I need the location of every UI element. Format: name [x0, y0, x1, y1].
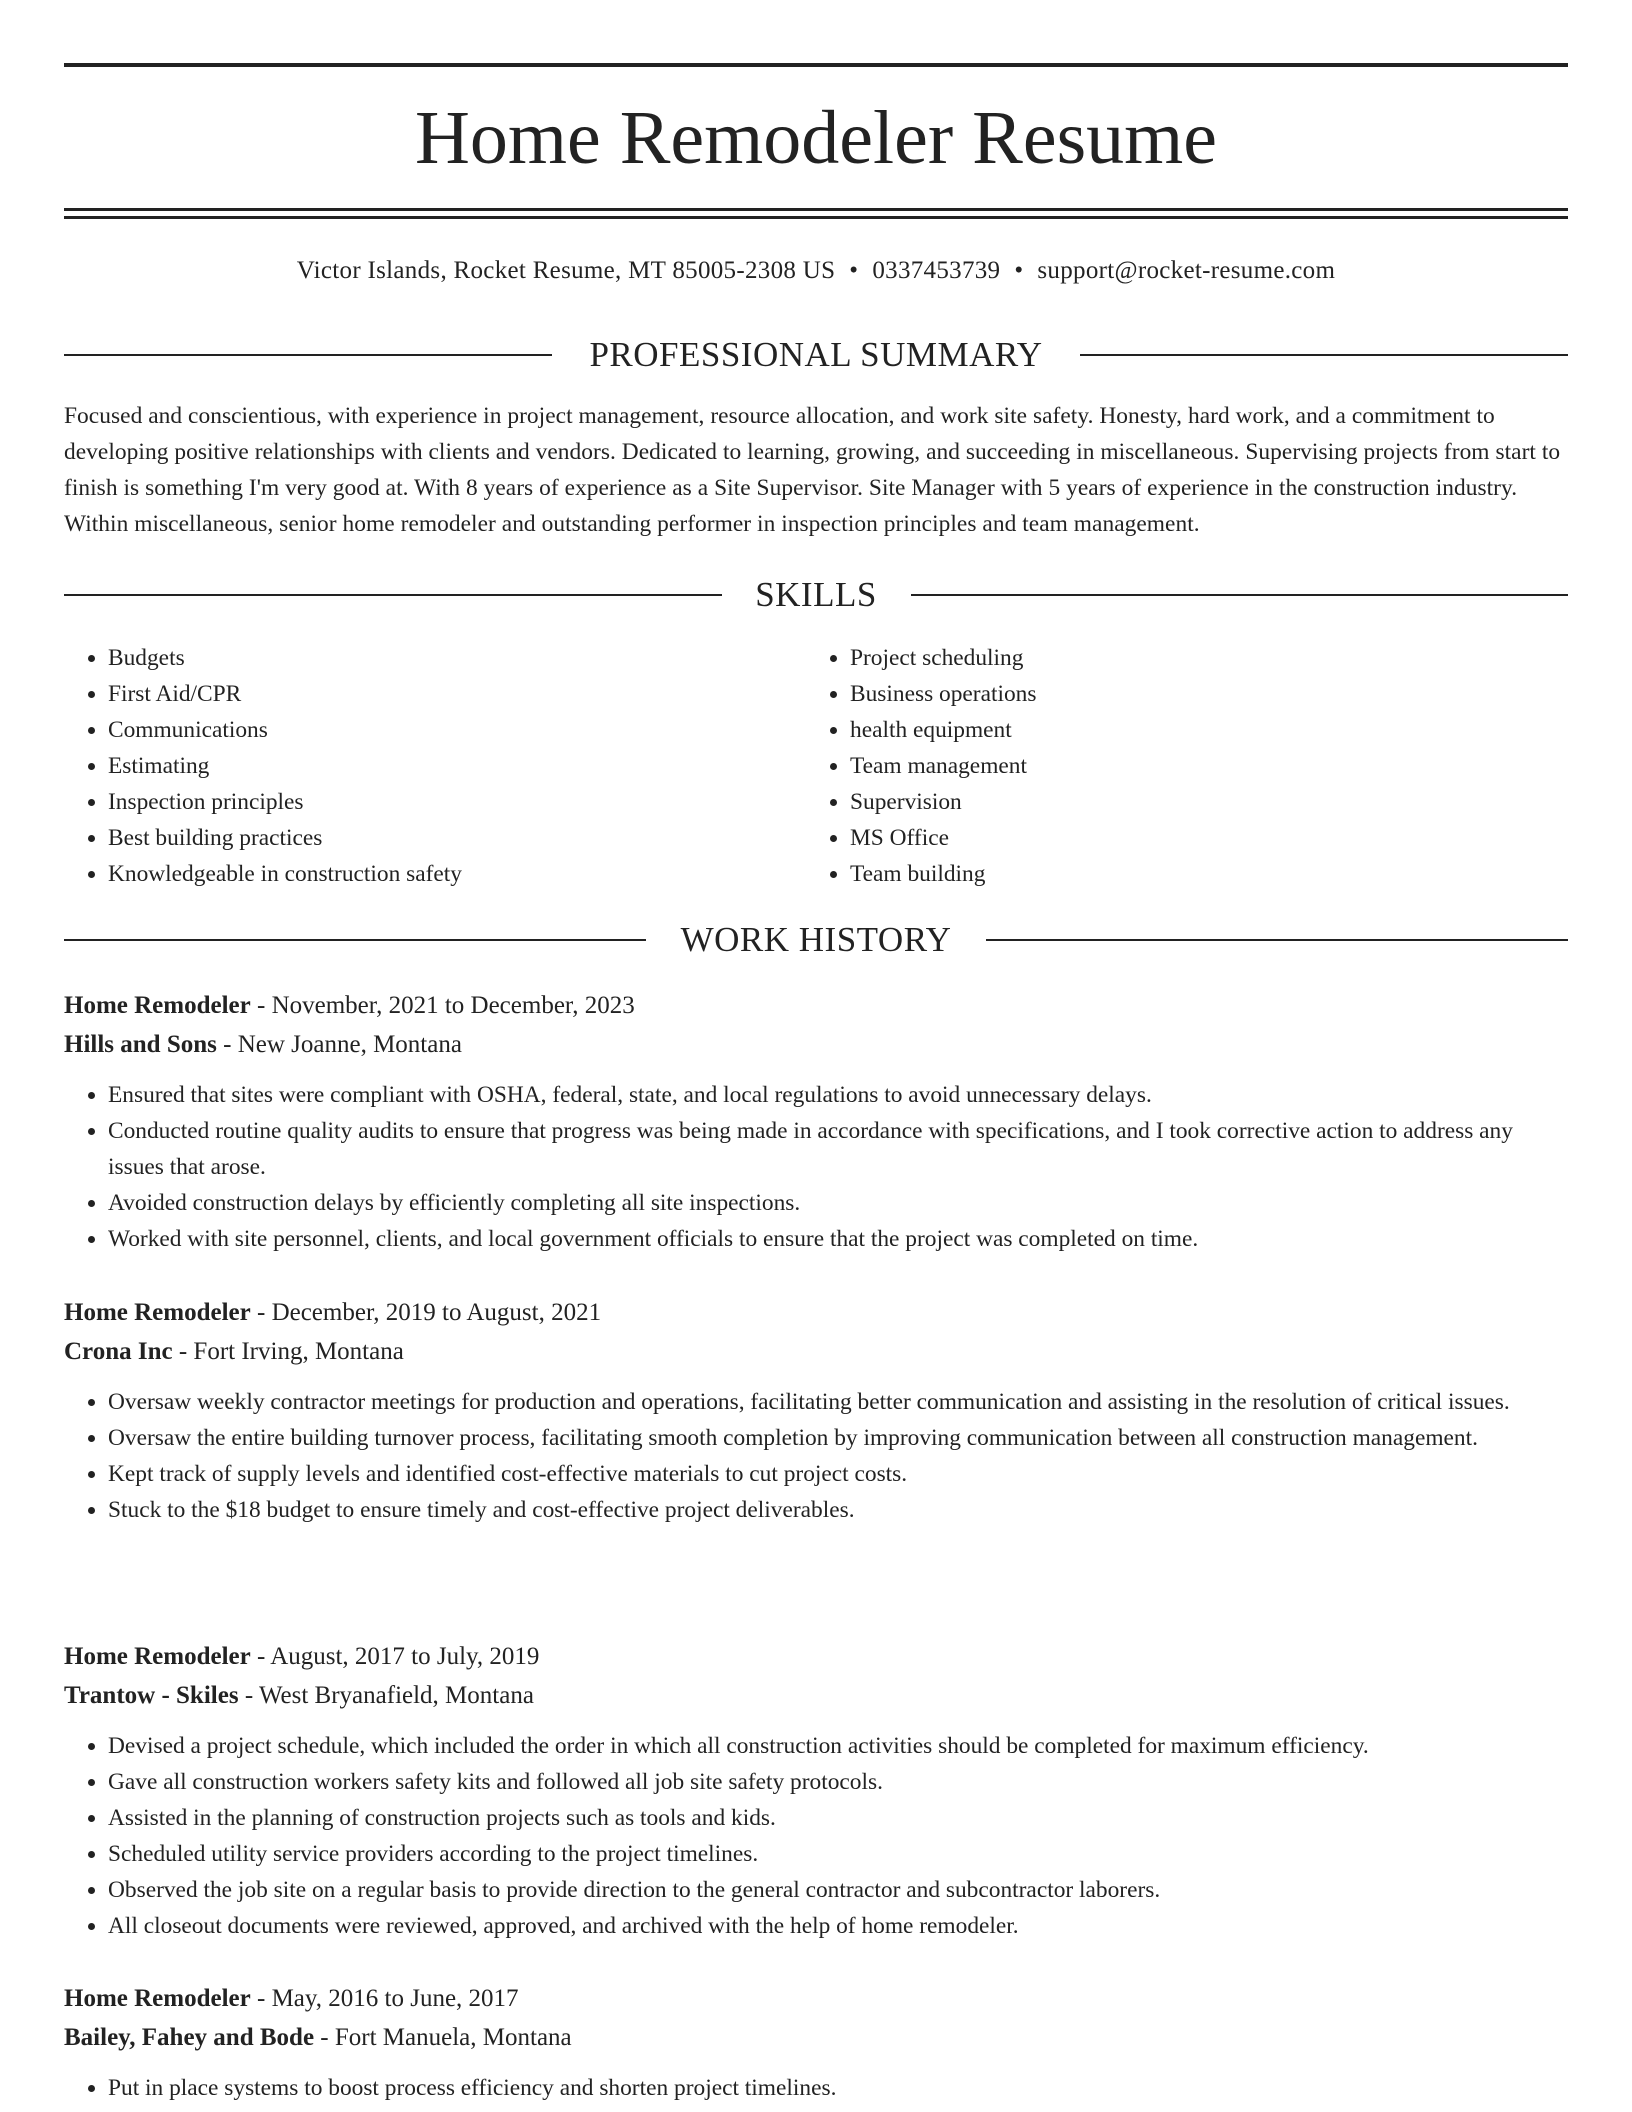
job-location: West Bryanafield, Montana	[258, 1682, 534, 1709]
job-company-line: Crona Inc - Fort Irving, Montana	[64, 1338, 404, 1365]
job-company-line: Trantow - Skiles - West Bryanafield, Montana	[64, 1682, 534, 1709]
contact-email: support@rocket-resume.com	[1037, 257, 1336, 284]
skill-item: • Estimating	[108, 748, 808, 784]
job-entry	[64, 1980, 1568, 2106]
job-location: Fort Irving, Montana	[193, 1338, 404, 1365]
job-dates: May, 2016 to June, 2017	[271, 1985, 519, 2012]
job-bullets	[64, 1384, 1568, 1528]
job-location: New Joanne, Montana	[237, 1031, 462, 1058]
section-heading-summary	[64, 333, 1568, 377]
job-bullet: • Avoided construction delays by efficiently completing all site inspections.	[108, 1185, 1568, 1221]
skill-item: • Inspection principles	[108, 784, 808, 820]
job-title-line: Home Remodeler - November, 2021 to December, 2023	[64, 992, 635, 1019]
job-bullet: • Conducted routine quality audits to ensure that progress was being made in accordance with specifications, and I took corrective action to address any issues that arose.	[108, 1113, 1568, 1185]
section-title: SKILLS	[755, 575, 877, 614]
job-company: Trantow - Skiles	[64, 1682, 239, 1709]
summary-text: Focused and conscientious, with experience in project management, resource allocation, and work site safety. Honesty, hard work, and a commitment to developing positive relationships with clients and vendors. Dedicated to learning, growing, and succeeding in miscellaneous. Supervising projects from start to finish is something I'm very good at. With 8 years of experience as a Site Supervisor. Site Manager with 5 years of experience in the construction industry. Within miscellaneous, senior home remodeler and outstanding performer in inspection principles and team management.	[64, 403, 1561, 537]
job-entry	[64, 1294, 1568, 1528]
job-title: Home Remodeler	[64, 1299, 251, 1326]
job-title: Home Remodeler	[64, 992, 251, 1019]
job-company-line: Hills and Sons - New Joanne, Montana	[64, 1031, 462, 1058]
job-bullet: • Scheduled utility service providers according to the project timelines.	[108, 1836, 1568, 1872]
skill-item: • health equipment	[850, 712, 1550, 748]
section-title: PROFESSIONAL SUMMARY	[589, 335, 1043, 374]
top-rule	[64, 63, 1568, 67]
job-bullet: • Oversaw the entire building turnover process, facilitating smooth completion by improving communication between all construction management.	[108, 1420, 1568, 1456]
title-rule-lower	[64, 216, 1568, 219]
job-bullet: • Observed the job site on a regular basis to provide direction to the general contractor and subcontractor laborers.	[108, 1872, 1568, 1908]
contact-address: Victor Islands, Rocket Resume, MT 85005-2308 US	[296, 257, 836, 284]
job-bullet: • Stuck to the $18 budget to ensure timely and cost-effective project deliverables.	[108, 1492, 1568, 1528]
contact-separator: •	[849, 257, 859, 284]
skill-item: • First Aid/CPR	[108, 676, 808, 712]
job-title-line: Home Remodeler - May, 2016 to June, 2017	[64, 1985, 519, 2012]
job-bullet: • Oversaw weekly contractor meetings for production and operations, facilitating better communication and assisting in the resolution of critical issues.	[108, 1384, 1568, 1420]
title-rule-upper	[64, 208, 1568, 211]
job-bullets	[64, 1728, 1568, 1944]
job-bullet: • Devised a project schedule, which included the order in which all construction activities should be completed for maximum efficiency.	[108, 1728, 1568, 1764]
job-title-line: Home Remodeler - August, 2017 to July, 2019	[64, 1643, 540, 1670]
skill-item: • Team building	[850, 856, 1550, 892]
job-bullet: • All closeout documents were reviewed, approved, and archived with the help of home remodeler.	[108, 1908, 1568, 1944]
job-company: Hills and Sons	[64, 1031, 217, 1058]
job-bullet: • Worked with site personnel, clients, and local government officials to ensure that the project was completed on time.	[108, 1221, 1568, 1257]
job-location: Fort Manuela, Montana	[334, 2024, 572, 2051]
job-dates: August, 2017 to July, 2019	[270, 1643, 540, 1670]
job-company: Crona Inc	[64, 1338, 173, 1365]
skill-item: • Supervision	[850, 784, 1550, 820]
job-dates: November, 2021 to December, 2023	[271, 992, 635, 1019]
job-title: Home Remodeler	[64, 1643, 251, 1670]
contact-line	[64, 254, 1568, 288]
skill-item: • Business operations	[850, 676, 1550, 712]
job-dates: December, 2019 to August, 2021	[271, 1299, 602, 1326]
job-company-line: Bailey, Fahey and Bode - Fort Manuela, Montana	[64, 2024, 572, 2051]
skill-item: • Project scheduling	[850, 640, 1550, 676]
contact-separator: •	[1014, 257, 1024, 284]
job-entry	[64, 987, 1568, 1257]
resume-title: Home Remodeler Resume	[414, 96, 1217, 180]
section-heading-work-history	[64, 918, 1568, 962]
job-bullet: • Ensured that sites were compliant with OSHA, federal, state, and local regulations to avoid unnecessary delays.	[108, 1077, 1568, 1113]
job-bullet: • Kept track of supply levels and identified cost-effective materials to cut project costs.	[108, 1456, 1568, 1492]
contact-phone: 0337453739	[872, 257, 1001, 284]
skill-item: • Budgets	[108, 640, 808, 676]
job-bullets	[64, 1077, 1568, 1257]
section-heading-skills	[64, 573, 1568, 617]
job-bullets	[64, 2070, 1568, 2106]
job-bullet: • Gave all construction workers safety kits and followed all job site safety protocols.	[108, 1764, 1568, 1800]
job-title-line: Home Remodeler - December, 2019 to August, 2021	[64, 1299, 602, 1326]
skills-column-left	[64, 640, 808, 892]
skills-column-right	[806, 640, 1550, 892]
job-entry	[64, 1638, 1568, 1944]
skill-item: • Best building practices	[108, 820, 808, 856]
job-company: Bailey, Fahey and Bode	[64, 2024, 315, 2051]
skill-item: • MS Office	[850, 820, 1550, 856]
section-title: WORK HISTORY	[680, 920, 952, 959]
skill-item: • Communications	[108, 712, 808, 748]
job-bullet: • Assisted in the planning of construction projects such as tools and kids.	[108, 1800, 1568, 1836]
skill-item: • Knowledgeable in construction safety	[108, 856, 808, 892]
job-title: Home Remodeler	[64, 1985, 251, 2012]
job-bullet: • Put in place systems to boost process efficiency and shorten project timelines.	[108, 2070, 1568, 2106]
skill-item: • Team management	[850, 748, 1550, 784]
